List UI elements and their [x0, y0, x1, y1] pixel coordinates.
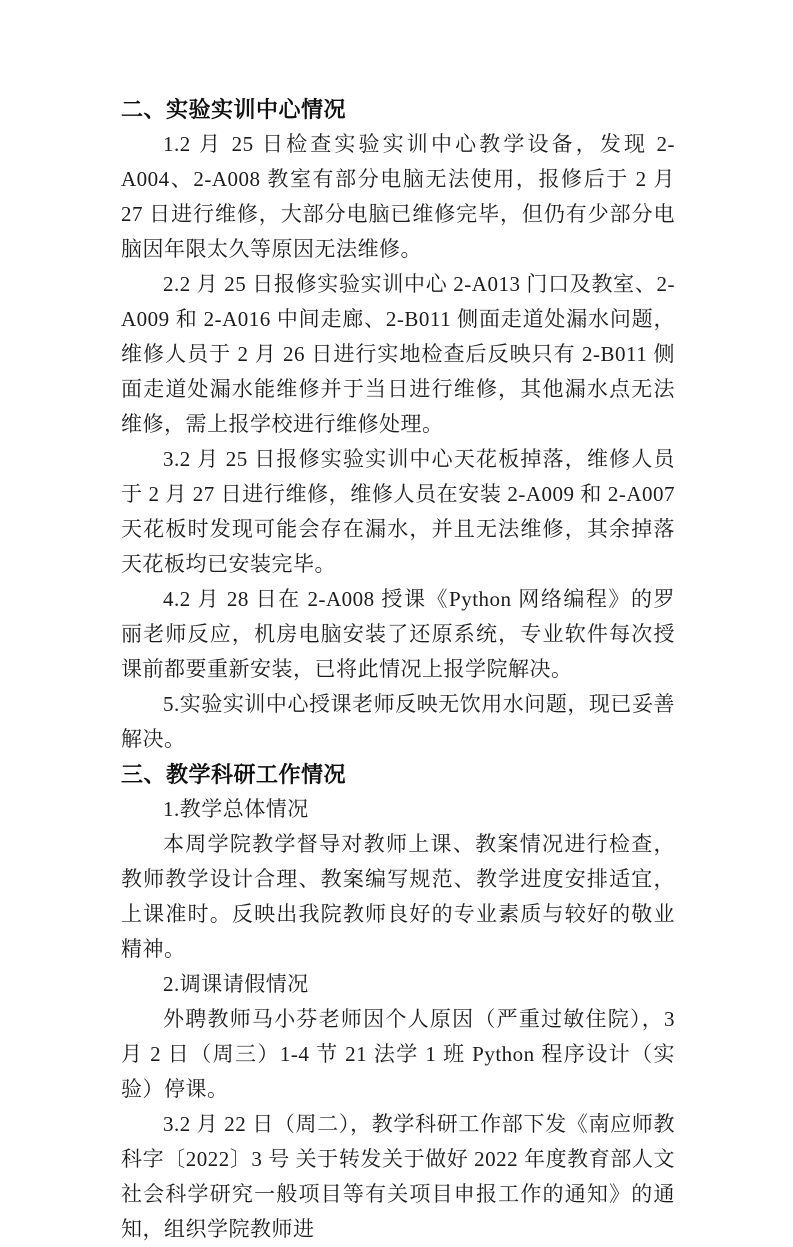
paragraph-class-adjustment-body: 外聘教师马小芬老师因个人原因（严重过敏住院），3 月 2 日（周三）1-4 节 21 法学 1 班 Python 程序设计（实验）停课。 [121, 1007, 675, 1101]
paragraph-python-classroom-software: 4.2 月 28 日在 2-A008 授课《Python 网络编程》的罗丽老师反应，机房电脑安装了还原系统，专业软件每次授课前都要重新安装，已将此情况上报学院解决。 [121, 587, 675, 681]
paragraph-teaching-overview-title: 1.教学总体情况 [163, 797, 309, 821]
paragraph-ceiling-repair: 3.2 月 25 日报修实验实训中心天花板掉落，维修人员于 2 月 27 日进行维修，维修人员在安装 2-A009 和 2-A007 天花板时发现可能会存在漏水，并且无法维修，其余掉落天花板均已安装完毕。 [121, 447, 675, 576]
paragraph-teaching-overview-body: 本周学院教学督导对教师上课、教案情况进行检查，教师教学设计合理、教案编写规范、教学进度安排适宜，上课准时。反映出我院教师良好的专业素质与较好的敬业精神。 [121, 832, 675, 961]
paragraph-project-application-notice: 3.2 月 22 日（周二），教学科研工作部下发《南应师教科字〔2022〕3 号 关于转发关于做好 2022 年度教育部人文社会科学研究一般项目等有关项目申报工作的通知》的通知，组织学院教师进 [121, 1112, 675, 1241]
section-heading-teaching-research: 三、教学科研工作情况 [121, 762, 347, 787]
paragraph-water-leak-report: 2.2 月 25 日报修实验实训中心 2-A013 门口及教室、2-A009 和 2-A016 中间走廊、2-B011 侧面走道处漏水问题，维修人员于 2 月 26 日进行实地检查后反映只有 2-B011 侧面走道处漏水能维修并于当日进行维修，其他漏水点无法维修，需上报学校进行维修处理。 [121, 272, 675, 436]
paragraph-equipment-check: 1.2 月 25 日检查实验实训中心教学设备，发现 2-A004、2-A008 教室有部分电脑无法使用，报修后于 2 月 27 日进行维修，大部分电脑已维修完毕，但仍有少部分电脑因年限太久等原因无法维修。 [121, 132, 675, 261]
section-heading-experiment-training-center: 二、实验实训中心情况 [121, 97, 347, 122]
paragraph-drinking-water: 5.实验实训中心授课老师反映无饮用水问题，现已妥善解决。 [121, 692, 675, 751]
paragraph-class-adjustment-title: 2.调课请假情况 [163, 972, 309, 996]
